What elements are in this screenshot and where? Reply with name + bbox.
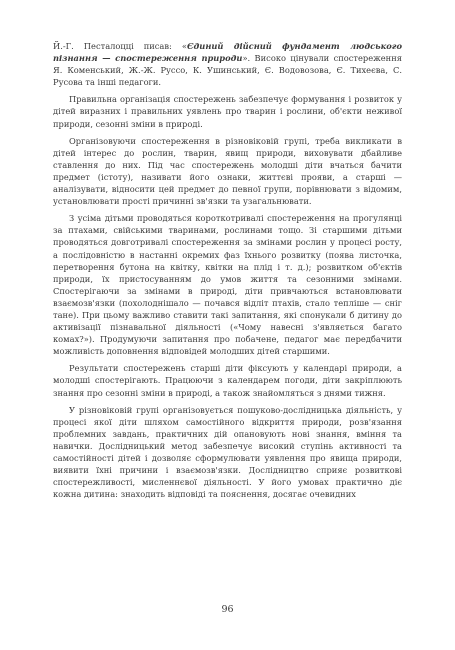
paragraph-2 (53, 93, 402, 129)
paragraph-3 (53, 135, 402, 208)
page-text (53, 40, 402, 505)
paragraph-6 (53, 404, 402, 501)
paragraph-text: ». Високо цінували спостереження Я. Коменський, Ж.-Ж. Руссо, К. Ушинський, Є. Водовозова, Є. Тихеєва, С. Русова та інші педагоги. (53, 53, 402, 88)
paragraph-4 (53, 212, 402, 357)
paragraph-text: З усіма дітьми проводяться короткотривалі спостереження на прогулянці за птахами, свійськими тваринами, рослинами тощо. Зі старшими дітьми проводяться довготривалі спостереження за змінами рослин у процесі росту, а послідовністю в настанні окремих фаз їхнього розвитку (поява листочка, перетворення бутона на квітку, квітки на плід і т. д.); розвитком об'єктів природи, їх пристосуванням до умов життя та сезонними змінами. Спостерігаючи за змінами в природі, діти привчаються встановлювати взаємозв'язки (похолоднішало — почався відліт птахів, стало тепліше — сніг тане). При цьому важливо ставити такі запитання, які спонукали б дитину до активізації пізнавальної діяльності («Чому навесні з'являється багато комах?»). Продумуючи запитання про побачене, педагог має передбачити можливість доповнення відповідей молодших дітей старшими. (53, 213, 402, 357)
page-number: 96 (221, 604, 234, 615)
paragraph-1 (53, 40, 402, 88)
paragraph-text: Організовуючи спостереження в різновіковій групі, треба викликати в дітей інтерес до рослин, тварин, явищ природи, виховувати дбайливе ставлення до них. Під час спостережень молодші діти вчаться бачити предмет (істоту), називати його ознаки, життєві прояви, а старші — аналізувати, відносити цей предмет до певної групи, порівнювати з відомим, установлювати прості причинні зв'язки та узагальнювати. (53, 135, 402, 207)
paragraph-text: Результати спостережень старші діти фіксують у календарі природи, а молодші спостерігають. Працюючи з календарем погоди, діти закріплюють знання про сезонні зміни в природі, а також знайомляться з днями тижня. (53, 363, 402, 398)
emphasis-text: Єдиний дійсний фундамент людського пізнання — спостереження природи (53, 41, 402, 64)
paragraph-text: Й.-Г. Песталоцці писав: « (53, 41, 187, 51)
paragraph-5 (53, 362, 402, 398)
paragraph-text: Правильна організація спостережень забезпечує формування і розвиток у дітей виразних і правильних уявлень про тварин і рослини, об'єкти неживої природи, сезонні зміни в природі. (53, 94, 402, 129)
paragraph-text: У різновіковій групі організовується пошуково-дослідницька діяльність, у процесі якої діти шляхом самостійного відкриття природи, розв'язання проблемних завдань, практичних дій опановують нові знання, вміння та навички. Дослідницький метод забезпечує високий ступінь активності та самостійності дітей і дозволяє сформулювати уявлення про явища природи, виявити їхні причини і взаємозв'язки. Дослідництво сприяє розвиткові спостережливості, мисленнєвої діяльності. У його умовах практично діє кожна дитина: знаходить відповіді та пояснення, досягає очевидних (53, 404, 402, 500)
